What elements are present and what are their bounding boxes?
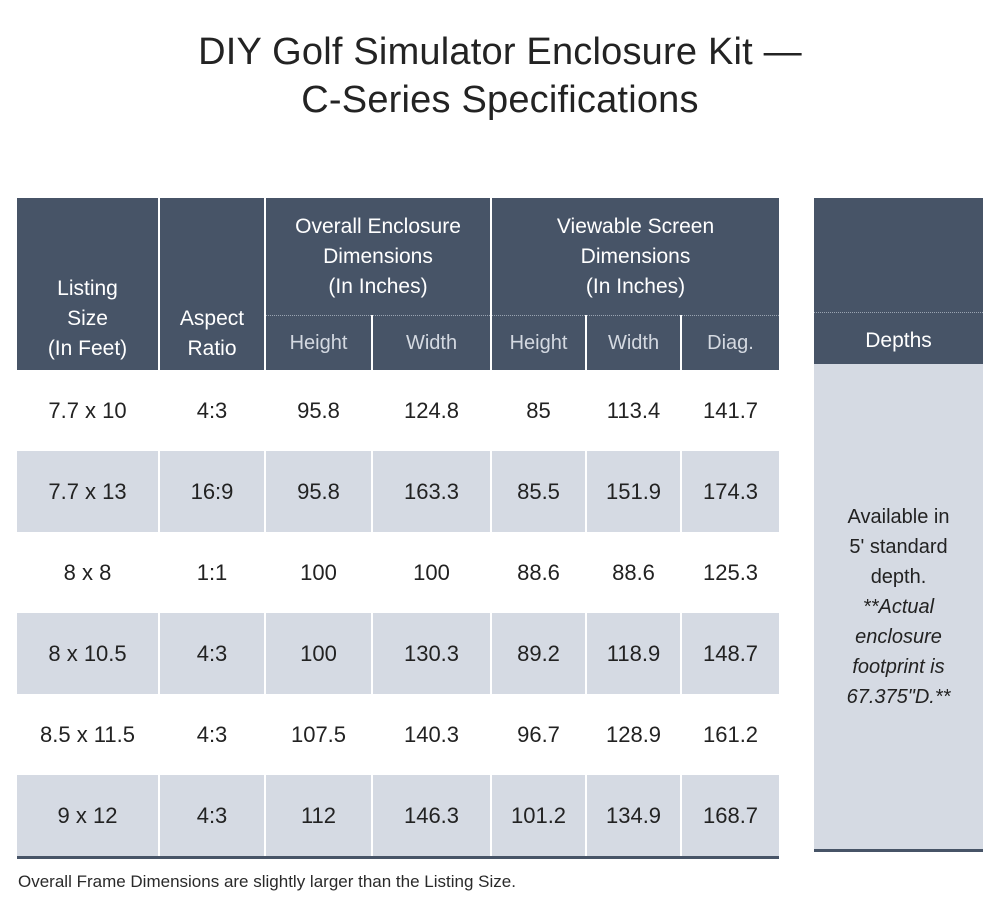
- header-listing-size: [17, 198, 159, 370]
- cell-viewable-diagonal: 148.7: [681, 613, 779, 694]
- page-title: [0, 28, 1000, 124]
- cell-viewable-height: 101.2: [491, 775, 586, 858]
- cell-overall-width: 140.3: [372, 694, 491, 775]
- depths-text: [824, 502, 974, 712]
- cell-viewable-width: 151.9: [586, 451, 681, 532]
- header-viewable-width: Width: [586, 316, 681, 370]
- cell-listing-size: 8.5 x 11.5: [17, 694, 159, 775]
- cell-viewable-width: 128.9: [586, 694, 681, 775]
- cell-overall-width: 124.8: [372, 370, 491, 451]
- cell-aspect-ratio: 4:3: [159, 613, 265, 694]
- cell-viewable-width: 118.9: [586, 613, 681, 694]
- header-overall-height: Height: [265, 316, 372, 370]
- depths-text-line: 5' standard: [849, 535, 948, 558]
- depths-note-line: **Actual: [862, 595, 935, 618]
- header-listing-size-line: Size: [67, 307, 108, 330]
- table-row: [17, 694, 779, 775]
- cell-aspect-ratio: 4:3: [159, 775, 265, 858]
- header-listing-size-line: (In Feet): [47, 337, 128, 360]
- cell-listing-size: 7.7 x 10: [17, 370, 159, 451]
- cell-aspect-ratio: 1:1: [159, 532, 265, 613]
- header-viewable-height: Height: [491, 316, 586, 370]
- depths-header-divider: [814, 312, 983, 313]
- cell-aspect-ratio: 4:3: [159, 694, 265, 775]
- footnote: Overall Frame Dimensions are slightly larger than the Listing Size.: [18, 872, 516, 891]
- header-viewable-screen: [491, 198, 779, 316]
- cell-overall-width: 130.3: [372, 613, 491, 694]
- depths-column: [814, 198, 983, 852]
- cell-viewable-height: 85.5: [491, 451, 586, 532]
- table-row: [17, 532, 779, 613]
- header-overall-line: Overall Enclosure: [295, 214, 461, 238]
- cell-overall-width: 146.3: [372, 775, 491, 858]
- header-overall-line: Dimensions: [323, 244, 433, 268]
- cell-viewable-width: 134.9: [586, 775, 681, 858]
- cell-aspect-ratio: 4:3: [159, 370, 265, 451]
- depths-header-label: Depths: [865, 329, 932, 352]
- cell-viewable-diagonal: 141.7: [702, 397, 759, 423]
- header-aspect-ratio-line: Ratio: [187, 337, 237, 360]
- cell-listing-size: 9 x 12: [17, 775, 159, 858]
- cell-overall-height: 112: [265, 775, 372, 858]
- cell-overall-height: 100: [265, 532, 372, 613]
- header-overall-line: (In Inches): [328, 274, 428, 298]
- depths-text-line: Available in: [847, 505, 950, 528]
- table-row: [17, 775, 779, 858]
- depths-body: [814, 364, 983, 852]
- cell-viewable-diagonal: 168.7: [681, 775, 779, 858]
- cell-overall-height: 95.8: [265, 451, 372, 532]
- cell-viewable-height: 89.2: [491, 613, 586, 694]
- header-row-groups: [17, 198, 779, 316]
- depths-note-line: 67.375"D.**: [846, 685, 951, 708]
- cell-aspect-ratio: 16:9: [159, 451, 265, 532]
- cell-viewable-width: 88.6: [586, 532, 681, 613]
- header-viewable-line: Dimensions: [580, 244, 691, 268]
- header-overall-enclosure: [265, 198, 491, 316]
- header-overall-width: Width: [372, 316, 491, 370]
- cell-overall-height: 95.8: [265, 370, 372, 451]
- specifications-table: [17, 198, 779, 859]
- table-row: [17, 613, 779, 694]
- depths-text-line: depth.: [870, 565, 927, 588]
- cell-viewable-diagonal: 161.2: [702, 721, 759, 747]
- cell-viewable-diagonal: 125.3: [702, 559, 759, 585]
- header-viewable-line: Viewable Screen: [556, 214, 715, 238]
- cell-viewable-diagonal: 174.3: [681, 451, 779, 532]
- depths-note-line: footprint is: [852, 655, 945, 678]
- cell-viewable-height: 96.7: [491, 694, 586, 775]
- cell-overall-width: 100: [372, 532, 491, 613]
- header-listing-size-line: Listing: [57, 277, 118, 300]
- header-aspect-ratio: [159, 198, 265, 370]
- depths-header: [814, 198, 983, 364]
- cell-viewable-width: 113.4: [586, 370, 681, 451]
- cell-viewable-height: 85: [491, 370, 586, 451]
- title-line-1: DIY Golf Simulator Enclosure Kit —: [198, 31, 802, 73]
- cell-overall-height: 100: [265, 613, 372, 694]
- cell-viewable-height: 88.6: [491, 532, 586, 613]
- table-row: [17, 370, 779, 451]
- header-viewable-diagonal: Diag.: [681, 316, 779, 370]
- title-line-2: C-Series Specifications: [301, 79, 699, 121]
- cell-listing-size: 7.7 x 13: [17, 451, 159, 532]
- depths-note-line: enclosure: [855, 625, 942, 648]
- cell-listing-size: 8 x 8: [17, 532, 159, 613]
- header-viewable-line: (In Inches): [585, 274, 686, 298]
- header-aspect-ratio-line: Aspect: [179, 307, 245, 330]
- cell-overall-height: 107.5: [265, 694, 372, 775]
- table-row: [17, 451, 779, 532]
- cell-overall-width: 163.3: [372, 451, 491, 532]
- cell-listing-size: 8 x 10.5: [17, 613, 159, 694]
